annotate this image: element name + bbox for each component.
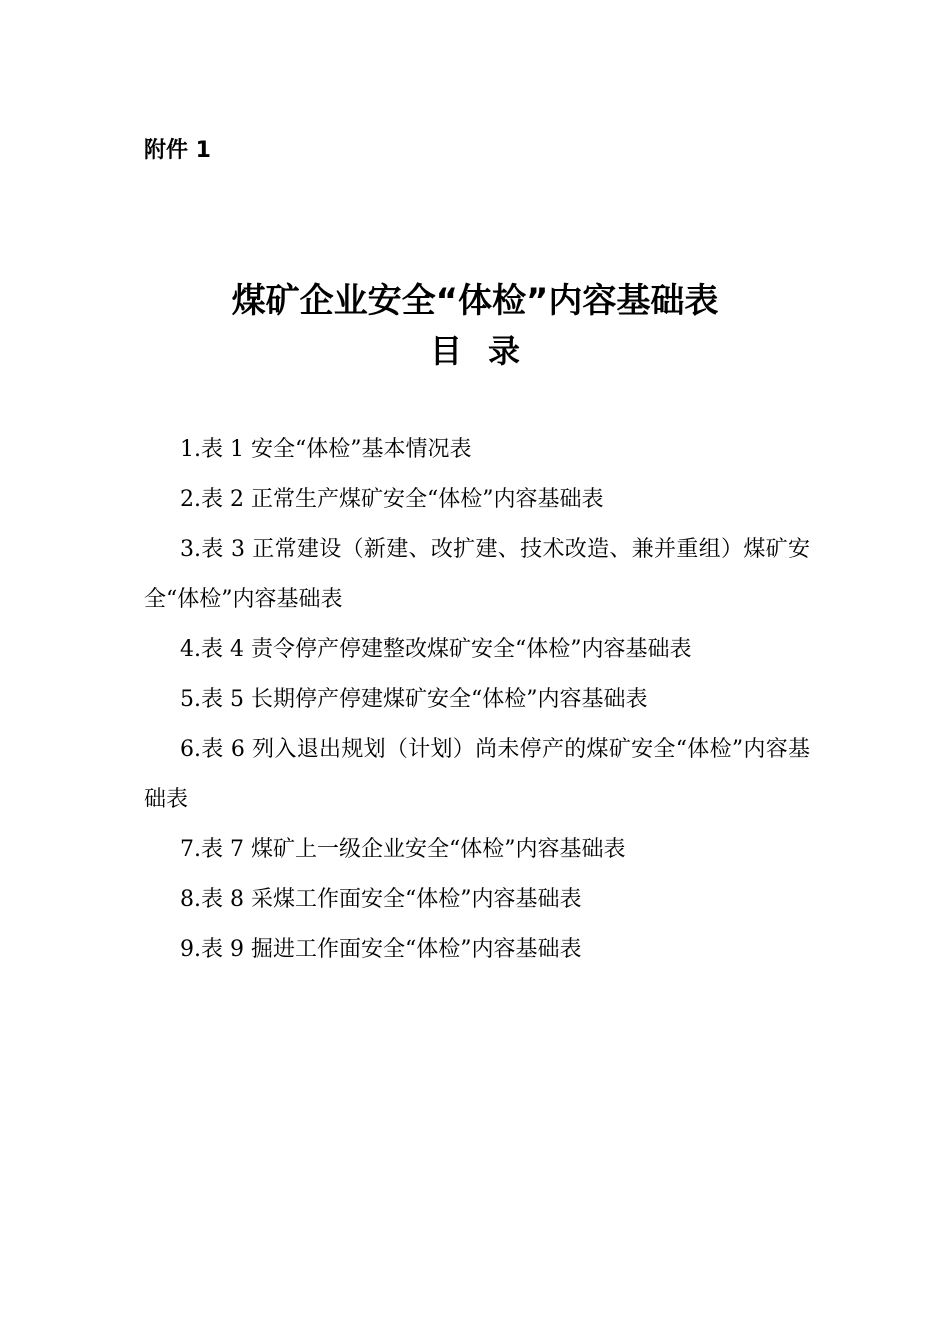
- toc-item: 4.表 4 责令停产停建整改煤矿安全“体检”内容基础表: [180, 637, 692, 662]
- toc-item: 3.表 3 正常建设（新建、改扩建、技术改造、兼并重组）煤矿安全“体检”内容基础表: [144, 537, 810, 612]
- toc-item: 1.表 1 安全“体检”基本情况表: [180, 437, 472, 462]
- document-title: 煤矿企业安全“体检”内容基础表: [231, 281, 719, 321]
- toc-item: 7.表 7 煤矿上一级企业安全“体检”内容基础表: [180, 837, 626, 862]
- toc-heading: 目录: [429, 332, 546, 370]
- toc-item: 9.表 9 掘进工作面安全“体检”内容基础表: [180, 937, 582, 962]
- toc-item: 8.表 8 采煤工作面安全“体检”内容基础表: [180, 887, 582, 912]
- toc-item: 5.表 5 长期停产停建煤矿安全“体检”内容基础表: [180, 687, 648, 712]
- toc-item: 2.表 2 正常生产煤矿安全“体检”内容基础表: [180, 487, 604, 512]
- table-of-contents: [144, 425, 810, 975]
- annex-label: 附件 1: [144, 138, 211, 163]
- toc-item: 6.表 6 列入退出规划（计划）尚未停产的煤矿安全“体检”内容基础表: [144, 737, 810, 812]
